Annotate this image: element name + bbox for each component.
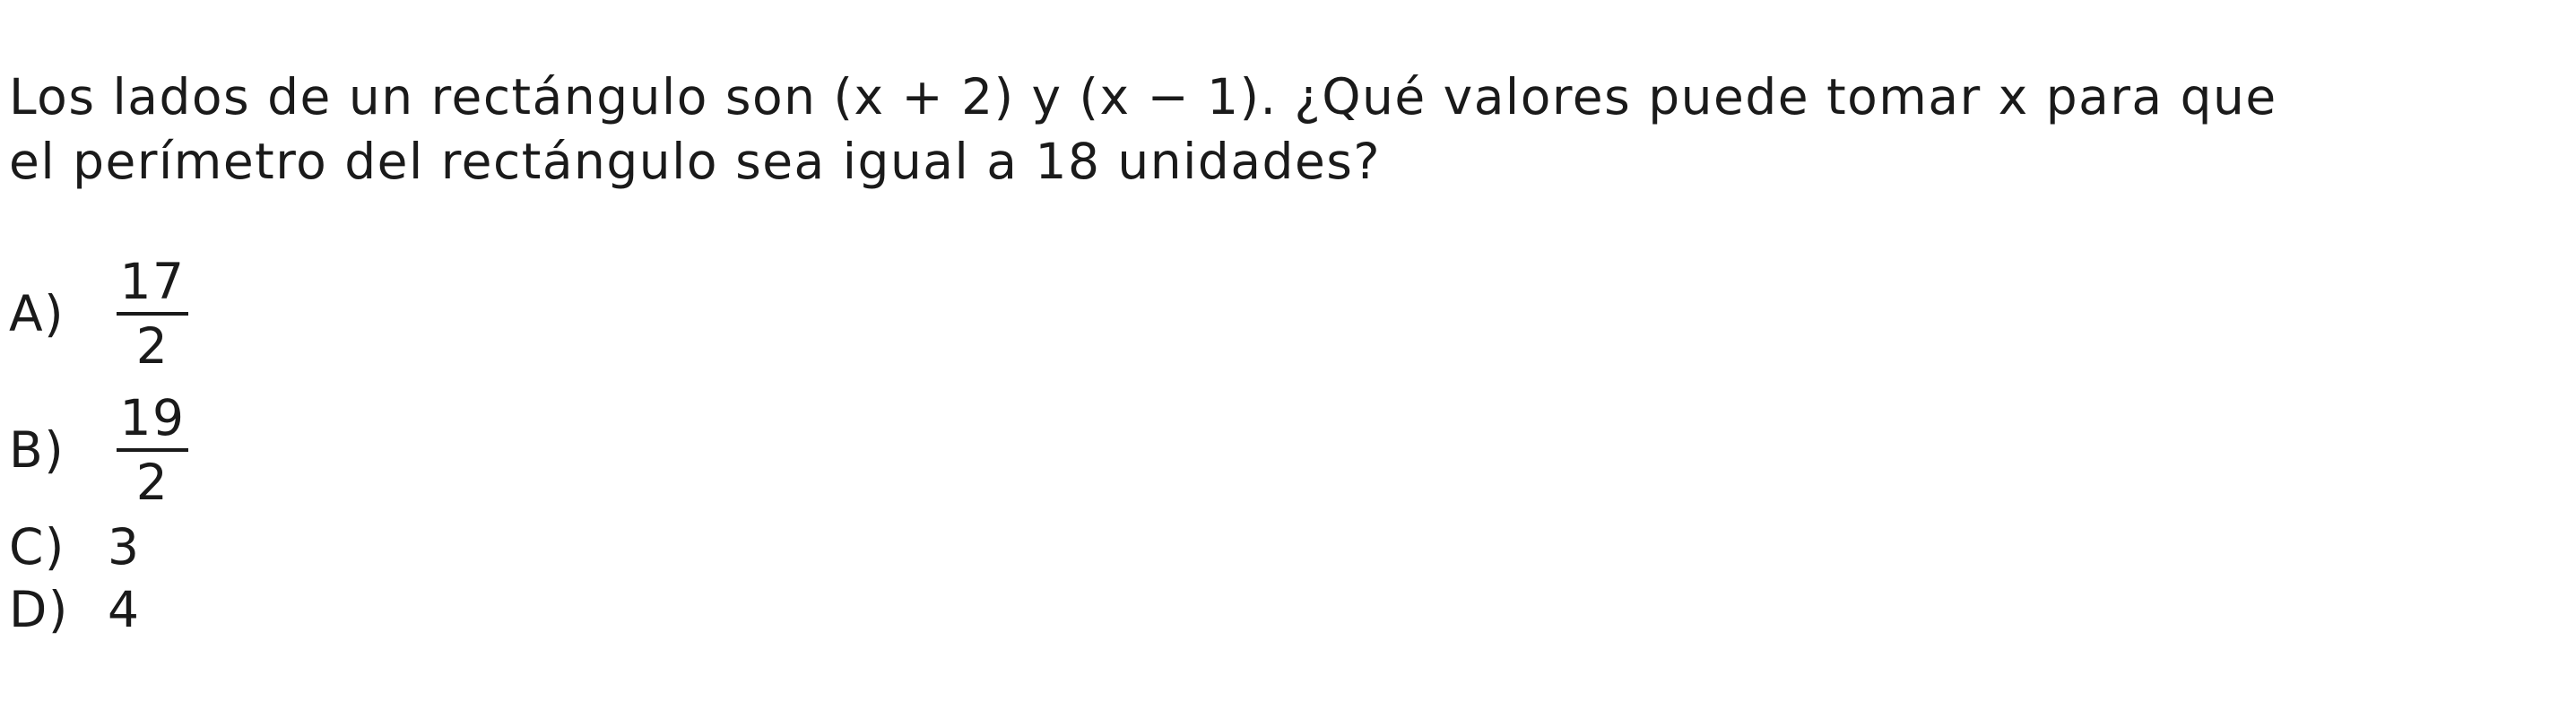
question-line-2: el perímetro del rectángulo sea igual a 18 unidades?	[9, 133, 1382, 190]
option-b-fraction	[117, 391, 188, 511]
option-b-label: B)	[9, 421, 65, 479]
option-c-value: 3	[108, 518, 141, 576]
option-d-label: D)	[9, 581, 69, 638]
option-b-denominator: 2	[135, 454, 169, 511]
option-d-value: 4	[108, 581, 141, 638]
option-a-numerator: 17	[117, 255, 188, 316]
option-a-denominator: 2	[135, 317, 169, 375]
option-a-label: A)	[9, 285, 65, 342]
option-a-fraction	[117, 255, 188, 375]
question-line-1: Los lados de un rectángulo son (x + 2) y (x − 1). ¿Qué valores puede tomar x para que	[9, 68, 2277, 126]
option-b-numerator: 19	[117, 391, 188, 452]
question-text	[9, 65, 2520, 194]
option-c-label: C)	[9, 518, 65, 576]
